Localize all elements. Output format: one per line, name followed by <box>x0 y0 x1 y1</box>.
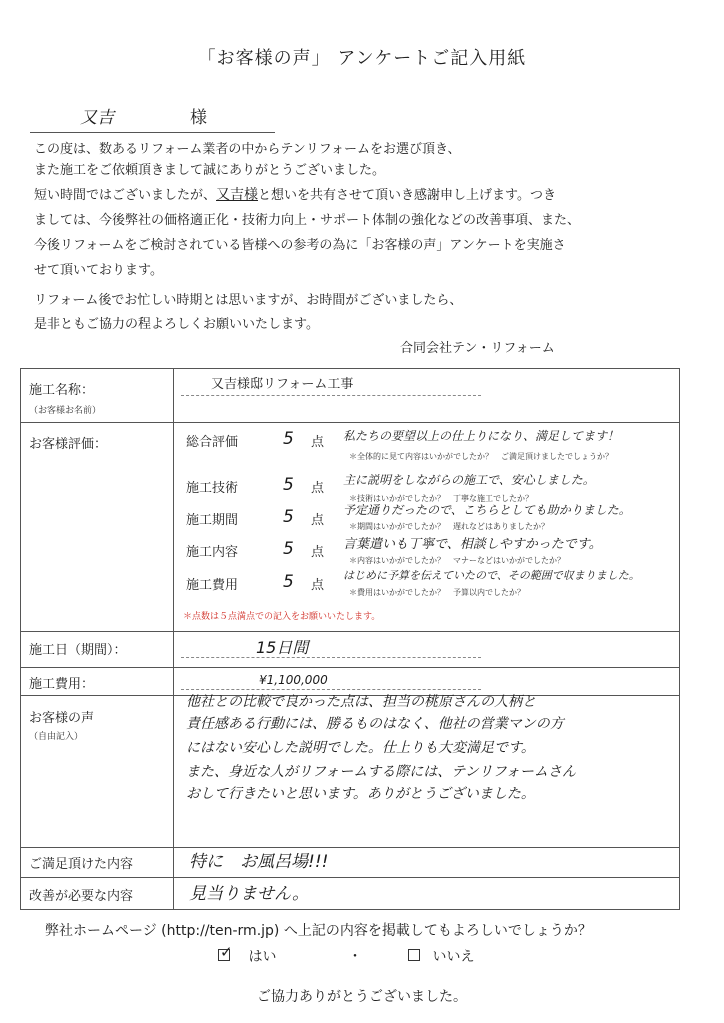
closing-message: ご協力ありがとうございました。 <box>257 989 467 1005</box>
eval-point-unit: 点 <box>311 513 325 528</box>
intro-text: 短い時間ではございましたが、 <box>34 188 217 203</box>
row-divider <box>21 631 679 632</box>
row-divider <box>21 667 679 668</box>
eval-item-score: 5 <box>283 507 294 527</box>
eval-item-comment: はじめに予算を伝えていたので、その範囲で収まりました。 <box>343 569 640 582</box>
eval-item-comment: 主に説明をしながらの施工で、安心しました。 <box>343 473 595 487</box>
document-title: 「お客様の声」 アンケートご記入用紙 <box>197 48 527 69</box>
eval-item-name: 施工費用 <box>186 578 239 593</box>
eval-item-hint: ＊費用はいかがでしたか？ 予算以内でしたか？ <box>349 588 525 597</box>
voice-line: おして行きたいと思います。ありがとうございました。 <box>186 786 535 802</box>
consent-yes-label: はい <box>248 949 277 965</box>
name-underline <box>30 132 275 133</box>
eval-item-comment: 私たちの要望以上の仕上りになり、満足してます！ <box>343 429 620 443</box>
date-label: 施工日（期間）： <box>29 643 127 658</box>
intro-customer-name: 又吉様 <box>216 187 259 203</box>
satisfied-label: ご満足頂けた内容 <box>29 857 134 872</box>
eval-item-score: 5 <box>283 539 294 559</box>
column-divider <box>173 369 174 909</box>
eval-item-score: 5 <box>283 572 294 592</box>
intro-line: 今後リフォームをご検討されている皆様への参考の為に「お客様の声」アンケートを実施さ <box>34 238 566 253</box>
publish-consent-question: 弊社ホームページ (http://ten-rm.jp) へ上記の内容を掲載してもよろしいでしょうか？ <box>45 923 592 939</box>
voice-line: 他社との比較で良かった点は、担当の桃原さんの人柄と <box>186 694 536 710</box>
survey-form <box>20 368 680 910</box>
intro-line: ましては、今後弊社の価格適正化・技術力向上・サポート体制の強化などの改善事項、また、 <box>34 213 581 228</box>
cost-value: ¥1,100,000 <box>259 673 328 687</box>
eval-item-comment: 予定通りだったので、こちらとしても助かりました。 <box>343 503 631 517</box>
addressee-name: 又吉 <box>80 108 114 128</box>
eval-point-unit: 点 <box>311 435 325 450</box>
cost-label: 施工費用： <box>29 677 95 692</box>
intro-line: せて頂いております。 <box>34 263 163 278</box>
intro-text: と想いを共有させて頂いき感謝申し上げます。つき <box>258 188 556 203</box>
eval-item-name: 施工内容 <box>186 545 239 560</box>
row-divider <box>21 847 679 848</box>
company-name: 合同会社テン・リフォーム <box>400 341 555 356</box>
voice-line: にはない安心した説明でした。仕上りも大変満足です。 <box>186 740 535 756</box>
evaluation-label: お客様評価： <box>29 437 108 452</box>
eval-point-unit: 点 <box>311 481 325 496</box>
eval-item-hint: ＊全体的に見て内容はいかがでしたか？ ご満足頂けましたでしょうか？ <box>349 452 613 461</box>
eval-item-score: 5 <box>283 475 294 495</box>
intro-line: この度は、数あるリフォーム業者の中からテンリフォームをお選び頂き、 <box>34 142 461 157</box>
intro-line: また施工をご依頼頂きまして誠にありがとうございました。 <box>34 163 386 178</box>
eval-item-comment: 言葉遣いも丁寧で、相談しやすかったです。 <box>343 537 602 552</box>
consent-no-option[interactable] <box>408 946 474 966</box>
satisfied-value: 特に お風呂場!!! <box>189 852 329 872</box>
improve-value: 見当りません。 <box>189 884 310 904</box>
project-sublabel: （お客様お名前） <box>29 406 102 416</box>
eval-item-name: 施工期間 <box>186 513 239 528</box>
eval-item-hint: ＊内容はいかがでしたか？ マナーなどはいかがでしたか？ <box>349 556 565 565</box>
voice-line: 責任感ある行動には、勝るものはなく、他社の営業マンの方 <box>186 716 564 732</box>
consent-no-label: いいえ <box>432 949 475 965</box>
intro-line <box>34 185 556 206</box>
eval-point-unit: 点 <box>311 545 325 560</box>
improve-label: 改善が必要な内容 <box>29 889 134 904</box>
evaluation-footnote: ＊点数は５点満点での記入をお願いいたします。 <box>183 612 381 622</box>
voice-label: お客様の声 <box>29 711 95 726</box>
eval-point-unit: 点 <box>311 578 325 593</box>
voice-line: また、身近な人がリフォームする際には、テンリフォームさん <box>186 764 576 780</box>
project-label: 施工名称： <box>29 383 95 398</box>
row-divider <box>21 422 679 423</box>
eval-item-hint: ＊技術はいかがでしたか？ 丁寧な施工でしたか？ <box>349 494 533 503</box>
project-name-value: 又吉様邸リフォーム工事 <box>211 377 354 392</box>
cost-underline <box>181 689 481 690</box>
eval-item-name: 施工技術 <box>186 481 239 496</box>
date-underline <box>181 657 481 658</box>
eval-item-hint: ＊期間はいかがでしたか？ 遅れなどはありましたか？ <box>349 522 549 531</box>
project-underline <box>181 395 481 396</box>
check-mark-icon: ✓ <box>220 943 233 961</box>
eval-item-name: 総合評価 <box>186 435 239 450</box>
eval-item-score: 5 <box>283 429 294 449</box>
checkbox-no[interactable] <box>408 949 420 961</box>
addressee-honorific: 様 <box>190 108 207 128</box>
date-value: 15日間 <box>256 638 309 657</box>
consent-yes-option[interactable] <box>218 943 277 966</box>
voice-sublabel: （自由記入） <box>29 732 84 742</box>
intro-line: 是非ともご協力の程よろしくお願いいたします。 <box>34 317 319 332</box>
checkbox-yes[interactable] <box>218 943 233 961</box>
intro-line: リフォーム後でお忙しい時期とは思いますが、お時間がございましたら、 <box>34 293 463 308</box>
row-divider <box>21 877 679 878</box>
consent-separator: ・ <box>348 949 362 965</box>
